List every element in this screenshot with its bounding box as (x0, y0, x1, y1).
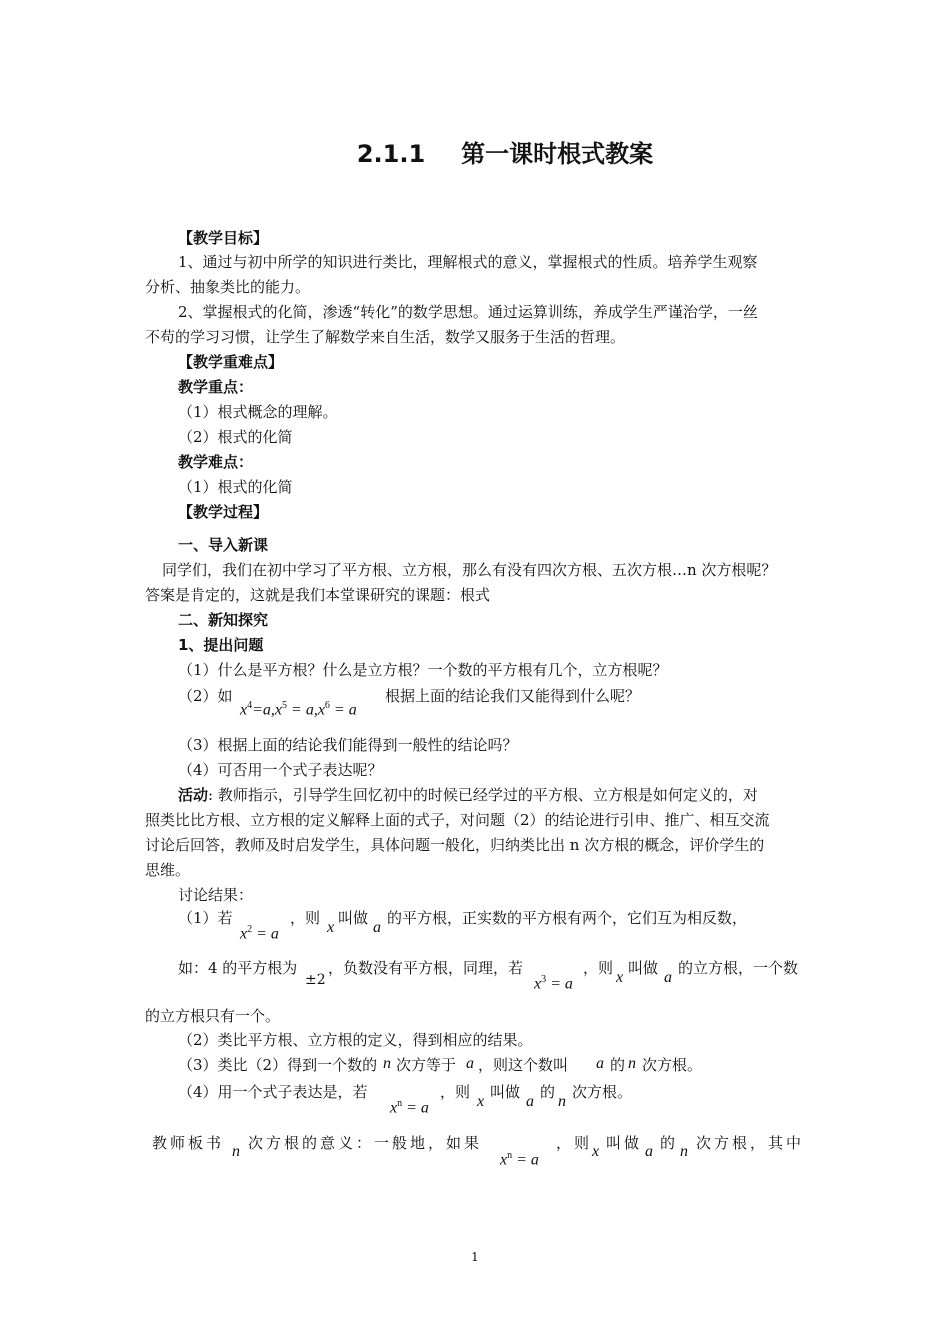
var-n-3: n (558, 1093, 566, 1110)
result-1-called-2: 叫做 (628, 959, 659, 977)
result-1-negative: ，负数没有平方根，同理，若 (328, 959, 524, 977)
board-c: ，则 (556, 1134, 593, 1152)
process-heading: 【教学过程】 (178, 503, 269, 521)
equation-x3: $x^3 = a$ (534, 974, 573, 993)
var-a-5: a (526, 1093, 534, 1110)
result-3-b: 次方等于 (396, 1056, 457, 1074)
question-2-prefix: （2）如 (178, 687, 233, 705)
result-4-c: 叫做 (490, 1083, 521, 1101)
result-2: （2）类比平方根、立方根的定义，得到相应的结果。 (178, 1031, 533, 1049)
equation-x4-x5-x6: $x^4=a,x^5 = a,x^6 = a$ (240, 700, 357, 719)
title-number: 2.1.1 (356, 140, 426, 168)
result-1-then-2: ，则 (583, 959, 614, 977)
activity-line-1: 活动: 教师指示，引导学生回忆初中的时候已经学过的平方根、立方根是如何定义的，对 (178, 786, 758, 804)
activity-line-3: 讨论后回答，教师及时启发学生，具体问题一般化，归纳类比出 n 次方根的概念，评价学生的 (145, 836, 765, 854)
activity-line-4: 思维。 (145, 861, 191, 879)
var-x: x (327, 919, 335, 936)
difficulty-label: 教学难点： (178, 453, 254, 471)
difficulty-item-1: （1）根式的化简 (178, 478, 293, 496)
question-1: （1）什么是平方根？什么是立方根？一个数的平方根有几个，立方根呢？ (178, 661, 668, 679)
equation-xn-2: $x^n = a$ (500, 1150, 539, 1169)
var-a-2: a (664, 969, 672, 986)
goal-1-line-2: 分析、抽象类比的能力。 (145, 278, 311, 296)
result-1-example: 如：4 的平方根为 (178, 959, 298, 977)
result-4-b: ，则 (440, 1083, 471, 1101)
board-e: 的 (660, 1134, 679, 1152)
var-n-2: n (628, 1055, 636, 1072)
intro-heading: 一、导入新课 (178, 536, 269, 554)
page-number: 1 (471, 1250, 479, 1264)
var-a-3: a (466, 1055, 474, 1072)
activity-line-2: 照类比比方根、立方根的定义解释上面的式子，对问题（2）的结论进行引申、推广、相互交流 (145, 811, 770, 829)
var-a-6: a (645, 1143, 653, 1160)
result-1-end: 的立方根只有一个。 (145, 1007, 281, 1025)
var-a: a (373, 919, 381, 936)
var-x-2: x (616, 969, 624, 986)
plus-minus-2: ±2 (305, 972, 326, 988)
focus-label: 教学重点： (178, 378, 254, 396)
board-b: 次方根的意义：一般地，如果 (248, 1134, 483, 1152)
result-3-a: （3）类比（2）得到一个数的 (178, 1056, 378, 1074)
result-1-then: ，则 (290, 909, 321, 927)
focus-item-1: （1）根式概念的理解。 (178, 403, 338, 421)
var-a-4: a (596, 1055, 604, 1072)
goal-2-line-2: 不苟的学习习惯，让学生了解数学来自生活，数学又服务于生活的哲理。 (145, 328, 626, 346)
result-3-c: ，则这个数叫 (478, 1056, 569, 1074)
goals-heading: 【教学目标】 (178, 229, 269, 247)
intro-line-1: 同学们，我们在初中学习了平方根、立方根，那么有没有四次方根、五次方根…n 次方根呢？ (162, 561, 777, 579)
question-2-suffix: 根据上面的结论我们又能得到什么呢？ (385, 687, 641, 705)
var-x-3: x (477, 1093, 485, 1110)
result-1-square-root: 的平方根，正实数的平方根有两个，它们互为相反数， (387, 909, 748, 927)
board-a: 教师板书 (152, 1134, 225, 1152)
question-3: （3）根据上面的结论我们能得到一般性的结论吗？ (178, 736, 518, 754)
result-4-e: 次方根。 (572, 1083, 633, 1101)
title-text: 第一课时根式教案 (461, 140, 654, 168)
result-4-a: （4）用一个式子表达是，若 (178, 1083, 368, 1101)
result-1-prefix: （1）若 (178, 909, 233, 927)
question-4: （4）可否用一个式子表达呢？ (178, 761, 383, 779)
result-3-d: 的 (610, 1056, 626, 1074)
equation-x2: $x^2 = a$ (240, 924, 279, 943)
result-4-d: 的 (540, 1083, 556, 1101)
result-1-cube-root: 的立方根，一个数 (678, 959, 799, 977)
goal-2-line-1: 2、掌握根式的化简，渗透“转化”的数学思想。通过运算训练，养成学生严谨治学，一丝 (178, 303, 758, 321)
result-1-called: 叫做 (338, 909, 369, 927)
problem-heading: 1、提出问题 (178, 636, 264, 654)
key-points-heading: 【教学重难点】 (178, 353, 284, 371)
explore-heading: 二、新知探究 (178, 611, 269, 629)
goal-1-line-1: 1、通过与初中所学的知识进行类比，理解根式的意义，掌握根式的性质。培养学生观察 (178, 253, 758, 271)
activity-label: 活动 (178, 786, 209, 804)
var-n-5: n (680, 1143, 688, 1160)
intro-line-2: 答案是肯定的，这就是我们本堂课研究的课题：根式 (145, 586, 491, 604)
var-x-4: x (592, 1143, 600, 1160)
result-3-e: 次方根。 (642, 1056, 703, 1074)
var-n: n (383, 1055, 391, 1072)
equation-xn: $x^n = a$ (390, 1098, 429, 1117)
focus-item-2: （2）根式的化简 (178, 428, 293, 446)
page-title (0, 134, 950, 169)
board-d: 叫做 (606, 1134, 643, 1152)
var-n-4: n (232, 1143, 240, 1160)
discussion-label: 讨论结果： (178, 886, 254, 904)
board-f: 次方根，其中 (696, 1134, 805, 1152)
